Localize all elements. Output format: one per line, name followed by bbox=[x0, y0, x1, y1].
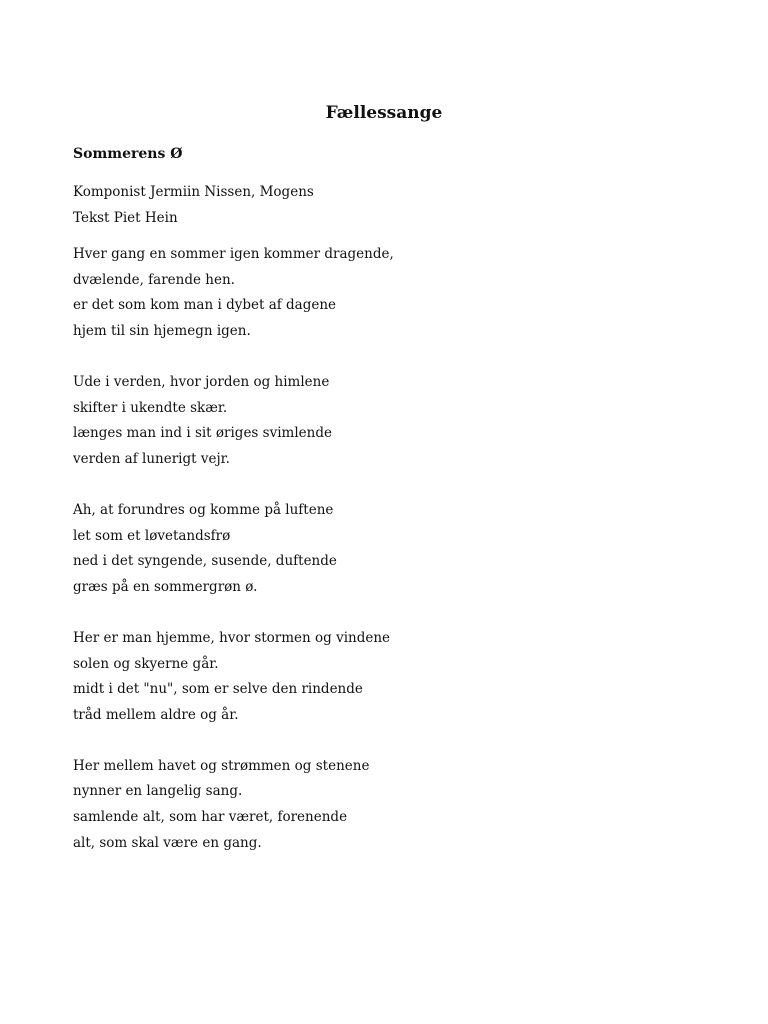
lyricist-line: Tekst Piet Hein bbox=[73, 209, 178, 226]
verse bbox=[73, 242, 394, 344]
verse-line: Ude i verden, hvor jorden og himlene bbox=[73, 373, 330, 390]
verse-line: let som et løvetandsfrø bbox=[73, 527, 231, 544]
verse-line: Her er man hjemme, hvor stormen og vindene bbox=[73, 629, 391, 646]
verse bbox=[73, 498, 394, 600]
verse-line: midt i det "nu", som er selve den rindende bbox=[73, 681, 363, 698]
song-credits bbox=[73, 180, 314, 231]
verse-line: er det som kom man i dybet af dagene bbox=[73, 297, 337, 314]
verse-line: alt, som skal være en gang. bbox=[73, 834, 262, 851]
verse-line: solen og skyerne går. bbox=[73, 655, 219, 672]
song-title: Sommerens Ø bbox=[73, 146, 183, 162]
verse-line: tråd mellem aldre og år. bbox=[73, 706, 239, 723]
verse-line: græs på en sommergrøn ø. bbox=[73, 578, 258, 595]
verse-line: Her mellem havet og strømmen og stenene bbox=[73, 757, 370, 774]
verse-line: længes man ind i sit øriges svimlende bbox=[73, 425, 332, 442]
lyrics bbox=[73, 242, 394, 882]
composer-line: Komponist Jermiin Nissen, Mogens bbox=[73, 184, 314, 200]
verse-line: samlende alt, som har været, forenende bbox=[73, 809, 348, 826]
verse bbox=[73, 754, 394, 856]
verse-line: skifter i ukendte skær. bbox=[73, 399, 228, 416]
document-title: Fællessange bbox=[325, 103, 443, 123]
verse-line: ned i det syngende, susende, duftende bbox=[73, 553, 337, 570]
verse-line: Hver gang en sommer igen kommer dragende, bbox=[73, 246, 394, 262]
verse-line: Ah, at forundres og komme på luftene bbox=[73, 501, 334, 518]
verse-line: dvælende, farende hen. bbox=[73, 271, 235, 288]
verse bbox=[73, 626, 394, 728]
verse-line: verden af lunerigt vejr. bbox=[73, 450, 230, 467]
verse bbox=[73, 370, 394, 472]
verse-line: hjem til sin hjemegn igen. bbox=[73, 322, 251, 339]
verse-line: nynner en langelig sang. bbox=[73, 783, 243, 800]
